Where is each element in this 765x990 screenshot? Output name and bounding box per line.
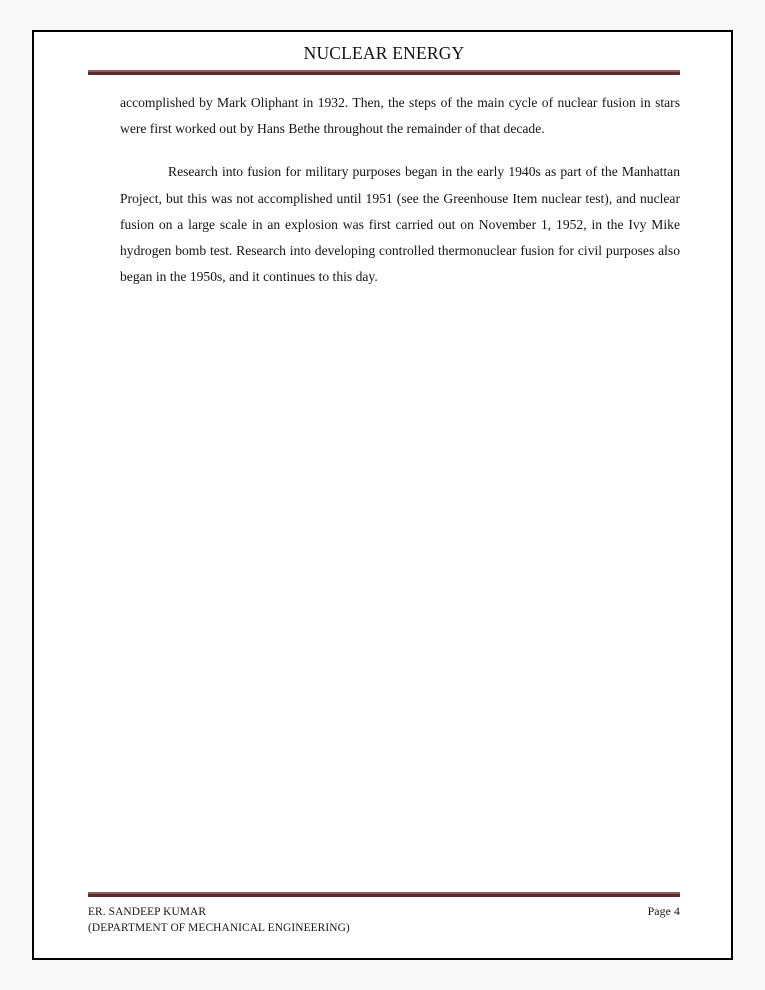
footer-author: ER. SANDEEP KUMAR [88,906,207,918]
page-header [88,42,680,75]
page-footer [88,892,680,936]
document-page [32,30,733,960]
footer-author-block [88,905,350,936]
footer-department: (DEPARTMENT OF MECHANICAL ENGINEERING) [88,921,350,934]
header-divider-rule [88,70,680,75]
document-body [120,90,680,290]
body-paragraph: Research into fusion for military purposes began in the early 1940s as part of the Manhattan Project, but this was not accomplished until 1951 (see the Greenhouse Item nuclear test), and nuclear fusion on a large scale in an explosion was first carried out on November 1, 1952, in the Ivy Mike hydrogen bomb test. Research into developing controlled thermonuclear fusion for civil purposes also began in the 1950s, and it continues to this day. [120,164,680,285]
page-number: Page 4 [647,904,680,918]
footer-divider-rule [88,892,680,897]
body-paragraph: accomplished by Mark Oliphant in 1932. Then, the steps of the main cycle of nuclear fusion in stars were first worked out by Hans Bethe throughout the remainder of that decade. [120,95,680,137]
header-title: NUCLEAR ENERGY [303,43,465,63]
